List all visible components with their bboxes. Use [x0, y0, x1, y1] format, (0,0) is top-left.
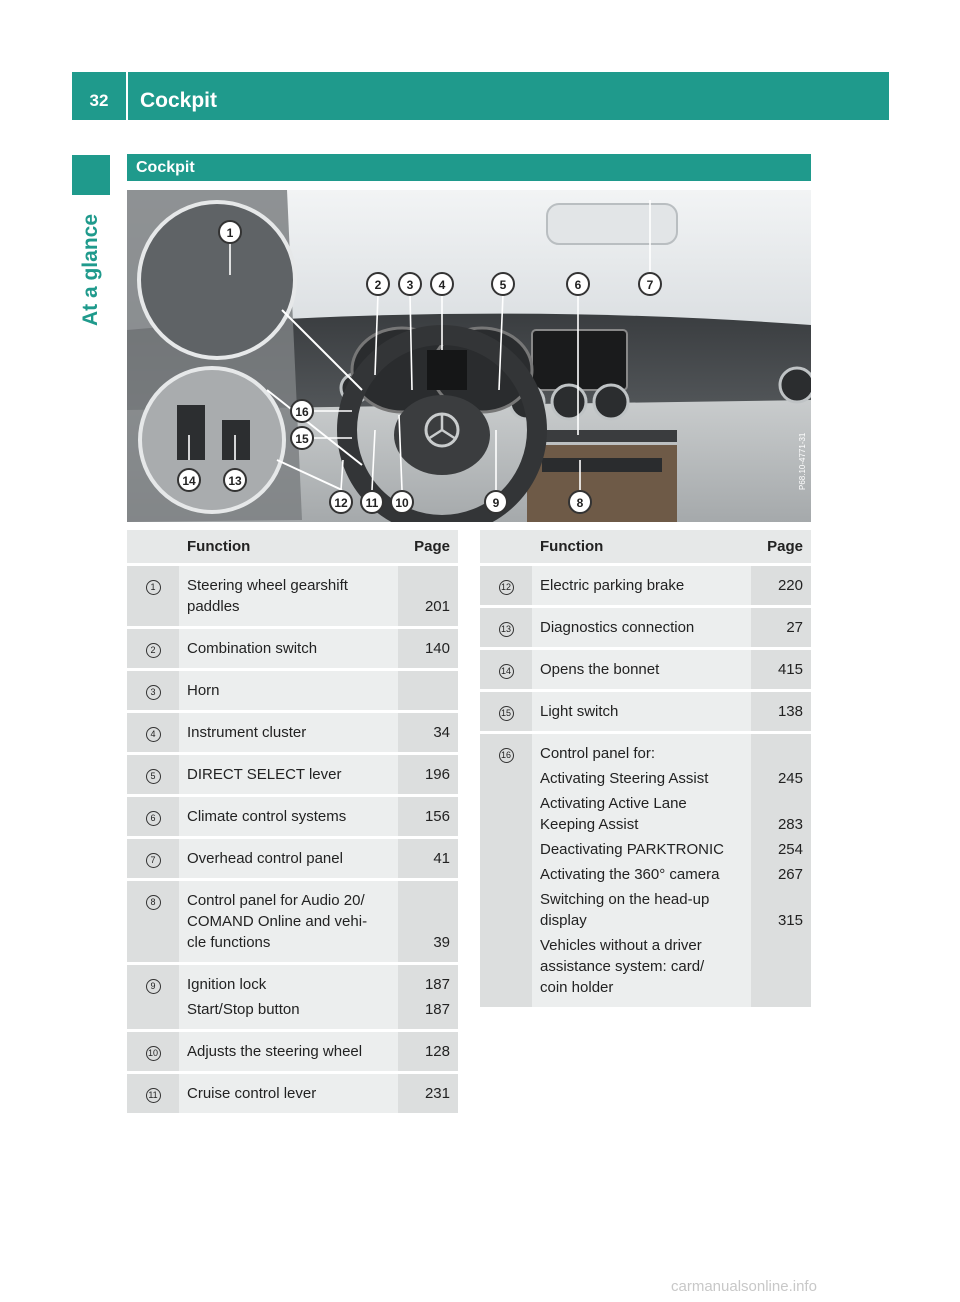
central-display	[532, 330, 627, 390]
callout-number: 11	[365, 496, 379, 510]
callout-number: 15	[295, 432, 309, 446]
row-number-cell	[127, 755, 179, 797]
function-cell	[179, 881, 398, 965]
page-reference: 27	[786, 619, 803, 636]
row-number-cell	[127, 797, 179, 839]
page-reference: 201	[424, 598, 450, 615]
row-number-badge: 6	[146, 811, 161, 826]
table-row	[127, 839, 458, 881]
callout-marker	[431, 273, 453, 295]
function-cell	[532, 650, 751, 692]
row-number-cell	[480, 650, 532, 692]
page-header-title: Cockpit	[140, 89, 218, 112]
function-table-left	[127, 530, 458, 1116]
row-number-badge: 11	[146, 1088, 161, 1103]
function-item-text: Activating the 360° camera	[540, 866, 720, 883]
row-number-badge: 4	[146, 727, 161, 742]
callout-marker	[569, 491, 591, 513]
callout-number: 2	[374, 278, 382, 292]
callout-number: 6	[574, 278, 582, 292]
line-spacer	[398, 575, 450, 596]
function-cell	[179, 797, 398, 839]
row-number-badge: 3	[146, 685, 161, 700]
table-row	[127, 797, 458, 839]
page-reference: 39	[433, 934, 450, 951]
page-reference: 196	[424, 766, 450, 783]
table-row	[127, 671, 458, 713]
row-number-cell	[127, 1032, 179, 1074]
air-vent	[780, 368, 811, 402]
steering-wheel-hub	[394, 395, 490, 475]
function-cell	[532, 692, 751, 734]
section-title: Cockpit	[136, 159, 195, 176]
row-number-cell	[480, 566, 532, 608]
function-text: Instrument cluster	[187, 724, 307, 741]
row-number-cell	[480, 692, 532, 734]
table-row	[480, 692, 811, 734]
row-number-cell	[480, 734, 532, 1010]
function-text: COMAND Online and vehi-	[187, 913, 368, 930]
table-row	[480, 608, 811, 650]
page-cell	[398, 839, 458, 881]
line-spacer	[398, 911, 450, 932]
line-spacer	[751, 743, 803, 764]
page-reference: 245	[777, 770, 803, 787]
callout-number: 3	[406, 278, 414, 292]
page-column-header: Page	[398, 530, 458, 566]
function-cell	[179, 1074, 398, 1116]
callout-number: 16	[295, 405, 309, 419]
row-number-cell	[127, 1074, 179, 1116]
page-reference: 415	[777, 661, 803, 678]
function-text: Horn	[187, 682, 220, 699]
line-spacer	[751, 935, 803, 956]
table-row	[127, 755, 458, 797]
function-column-header: Function	[179, 530, 398, 566]
function-text: cle functions	[187, 934, 271, 951]
side-tab-marker	[72, 155, 110, 195]
section-bar	[127, 154, 811, 181]
page-cell	[398, 671, 458, 713]
function-item-text: Keeping Assist	[540, 816, 639, 833]
table-row	[127, 566, 458, 629]
callout-number: 1	[226, 226, 234, 240]
page-reference: 187	[424, 1001, 450, 1018]
page-cell	[398, 755, 458, 797]
inset-lower-panel	[140, 368, 284, 512]
callout-marker	[567, 273, 589, 295]
callout-marker	[224, 469, 246, 491]
function-item-text: Switching on the head-up	[540, 891, 710, 908]
function-item-text: Deactivating PARKTRONIC	[540, 841, 724, 858]
function-text: Cruise control lever	[187, 1085, 317, 1102]
table-row	[480, 650, 811, 692]
function-text: Light switch	[540, 703, 619, 720]
callout-marker	[492, 273, 514, 295]
row-number-cell	[127, 965, 179, 1032]
row-number-badge: 16	[499, 748, 514, 763]
row-number-cell	[127, 671, 179, 713]
page-reference: 187	[424, 976, 450, 993]
function-cell	[179, 629, 398, 671]
page-cell	[398, 713, 458, 755]
function-item-text: Activating Active Lane	[540, 795, 687, 812]
number-column-header	[480, 530, 532, 566]
callout-marker	[391, 491, 413, 513]
callout-marker	[367, 273, 389, 295]
function-text: Diagnostics connection	[540, 619, 695, 636]
row-number-cell	[127, 713, 179, 755]
cockpit-photo	[127, 190, 811, 522]
page-reference: 34	[433, 724, 450, 741]
page-cell	[398, 881, 458, 965]
function-cell	[179, 755, 398, 797]
number-column-header	[127, 530, 179, 566]
line-spacer	[751, 889, 803, 910]
function-text: Electric parking brake	[540, 577, 685, 594]
function-item-text: Vehicles without a driver	[540, 937, 702, 954]
page-column-header: Page	[751, 530, 811, 566]
callout-marker	[219, 221, 241, 243]
callout-number: 13	[228, 474, 242, 488]
function-item-text: Start/Stop button	[187, 1001, 300, 1018]
callout-number: 14	[182, 474, 196, 488]
air-vent	[552, 385, 586, 419]
function-column-header: Function	[532, 530, 751, 566]
row-number-badge: 1	[146, 580, 161, 595]
table-row	[127, 881, 458, 965]
table-header-row	[127, 530, 458, 566]
figure-reference-code: P68.10-4771-31	[798, 432, 807, 490]
page-cell	[751, 608, 811, 650]
function-table-left-body	[127, 566, 458, 1116]
diagnostics-port	[222, 420, 250, 460]
audio-panel	[542, 458, 662, 472]
row-number-badge: 8	[146, 895, 161, 910]
page-cell	[751, 650, 811, 692]
page-reference: 128	[424, 1043, 450, 1060]
row-number-cell	[127, 629, 179, 671]
table-row	[127, 713, 458, 755]
function-text: Control panel for Audio 20/	[187, 892, 365, 909]
function-cell	[179, 965, 398, 1032]
function-cell	[532, 608, 751, 650]
page-reference: 156	[424, 808, 450, 825]
callout-marker	[178, 469, 200, 491]
row-number-badge: 14	[499, 664, 514, 679]
page-reference: 315	[777, 912, 803, 929]
header-divider	[126, 72, 128, 120]
inset-paddles	[139, 202, 295, 358]
page-cell	[398, 965, 458, 1032]
table-row	[127, 965, 458, 1032]
table-row	[480, 734, 811, 1010]
function-text: paddles	[187, 598, 240, 615]
page-cell	[751, 692, 811, 734]
callout-number: 5	[499, 278, 507, 292]
callout-marker	[291, 427, 313, 449]
row-number-badge: 12	[499, 580, 514, 595]
page-reference: 41	[433, 850, 450, 867]
callout-marker	[485, 491, 507, 513]
row-number-cell	[127, 881, 179, 965]
page-cell	[398, 797, 458, 839]
page-reference: 254	[777, 841, 803, 858]
page-reference: 138	[777, 703, 803, 720]
control-strip	[527, 430, 677, 442]
function-text: Overhead control panel	[187, 850, 343, 867]
function-cell	[179, 671, 398, 713]
wood-trim	[527, 445, 677, 522]
row-number-badge: 7	[146, 853, 161, 868]
function-text: DIRECT SELECT lever	[187, 766, 342, 783]
page-cell	[398, 566, 458, 629]
function-item-text: assistance system: card/	[540, 958, 705, 975]
page-cell	[398, 629, 458, 671]
page-cell	[751, 566, 811, 608]
function-text: Adjusts the steering wheel	[187, 1043, 363, 1060]
function-text: Combination switch	[187, 640, 318, 657]
callout-number: 9	[492, 496, 500, 510]
function-item-text: coin holder	[540, 979, 614, 996]
row-number-badge: 10	[146, 1046, 161, 1061]
table-header-row	[480, 530, 811, 566]
row-number-cell	[127, 566, 179, 629]
row-number-badge: 2	[146, 643, 161, 658]
row-number-badge: 15	[499, 706, 514, 721]
function-cell	[179, 566, 398, 629]
callout-number: 12	[334, 496, 348, 510]
function-cell	[179, 713, 398, 755]
page-cell	[751, 734, 811, 1010]
side-tab-label: At a glance	[79, 213, 102, 327]
callout-marker	[291, 400, 313, 422]
function-item-text: Ignition lock	[187, 976, 267, 993]
row-number-cell	[480, 608, 532, 650]
function-table-right-body	[480, 566, 811, 1010]
line-spacer	[751, 793, 803, 814]
function-text: Opens the bonnet	[540, 661, 660, 678]
function-cell	[532, 734, 751, 1010]
cockpit-illustration	[127, 190, 811, 522]
callout-number: 4	[438, 278, 446, 292]
table-row	[127, 629, 458, 671]
page-reference: 220	[777, 577, 803, 594]
function-cell	[532, 566, 751, 608]
bonnet-release	[177, 405, 205, 460]
function-text: Steering wheel gearshift	[187, 577, 348, 594]
row-number-badge: 5	[146, 769, 161, 784]
footer-watermark[interactable]: carmanualsonline.info	[671, 1278, 817, 1295]
line-spacer	[398, 890, 450, 911]
row-number-badge: 9	[146, 979, 161, 994]
row-number-badge: 13	[499, 622, 514, 637]
function-intro: Control panel for:	[540, 745, 656, 762]
function-text: Climate control systems	[187, 808, 347, 825]
page-number: 32	[89, 91, 109, 110]
page-cell	[398, 1032, 458, 1074]
table-row	[127, 1032, 458, 1074]
page-reference: 267	[777, 866, 803, 883]
function-cell	[179, 1032, 398, 1074]
function-item-text: display	[540, 912, 587, 929]
air-vent	[594, 385, 628, 419]
callout-marker	[399, 273, 421, 295]
page-reference: 283	[777, 816, 803, 833]
row-number-cell	[127, 839, 179, 881]
function-item-text: Activating Steering Assist	[540, 770, 709, 787]
callout-number: 8	[576, 496, 584, 510]
page-reference: 140	[424, 640, 450, 657]
callout-marker	[639, 273, 661, 295]
table-row	[480, 566, 811, 608]
callout-marker	[361, 491, 383, 513]
page-reference: 231	[424, 1085, 450, 1102]
side-tab	[72, 205, 110, 335]
table-row	[127, 1074, 458, 1116]
line-spacer	[751, 956, 803, 977]
function-table-right	[480, 530, 811, 1010]
callout-marker	[330, 491, 352, 513]
function-cell	[179, 839, 398, 881]
page-cell	[398, 1074, 458, 1116]
cluster-display	[427, 350, 467, 390]
rear-view-mirror	[547, 204, 677, 244]
callout-number: 10	[395, 496, 409, 510]
callout-number: 7	[646, 278, 654, 292]
